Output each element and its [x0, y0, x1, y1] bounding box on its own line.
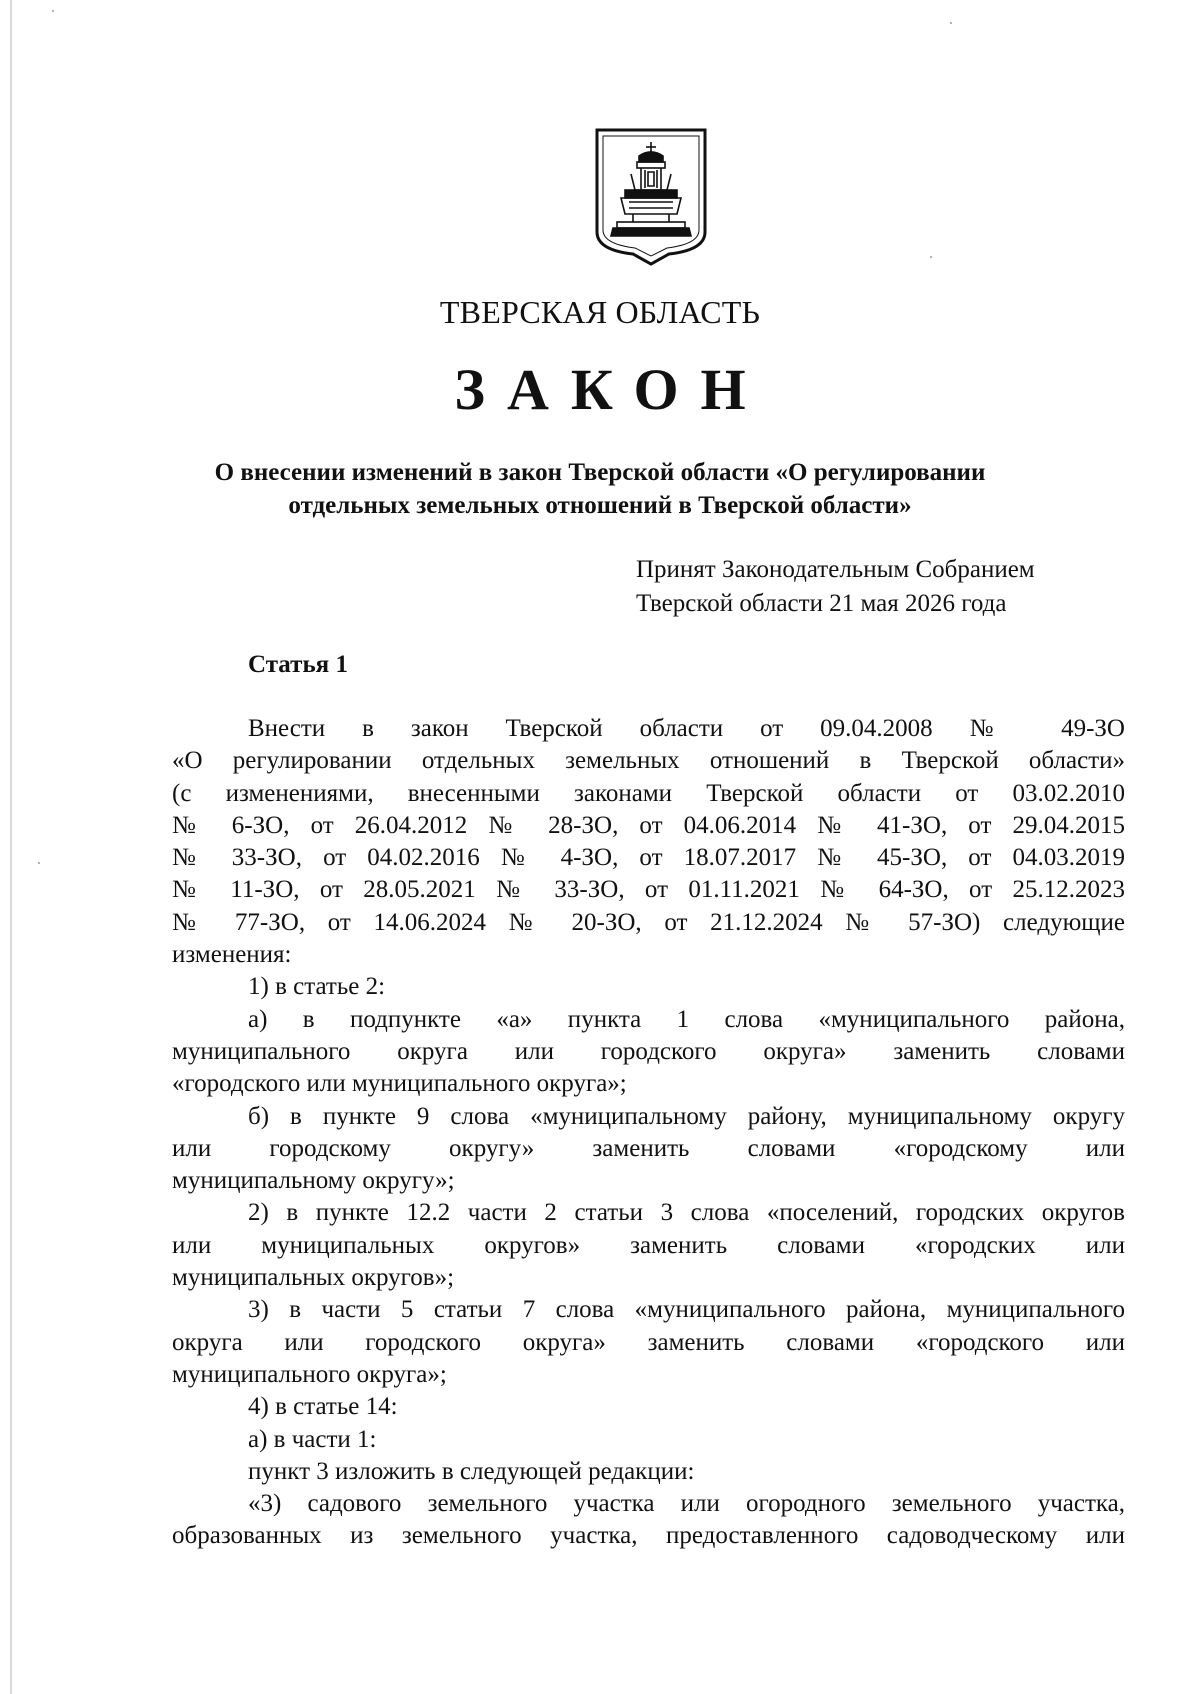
body-line: «О регулировании отдельных земельных отношений в Тверской области»: [172, 747, 1125, 775]
article-body: [172, 713, 1125, 1553]
body-line: № 6-ЗО, от 26.04.2012 № 28-ЗО, от 04.06.2014 № 41-ЗО, от 29.04.2015: [172, 811, 1125, 839]
body-line: 3) в части 5 статьи 7 слова «муниципального района, муниципального: [248, 1296, 1125, 1324]
body-line: б) в пункте 9 слова «муниципальному району, муниципальному округу: [248, 1102, 1125, 1130]
body-line: 4) в статье 14:: [248, 1393, 398, 1421]
body-line: № 33-ЗО, от 04.02.2016 № 4-ЗО, от 18.07.2017 № 45-ЗО, от 04.03.2019: [172, 844, 1125, 872]
body-line: 2) в пункте 12.2 части 2 статьи 3 слова «поселений, городских округов: [248, 1199, 1125, 1227]
adoption-note-line: Принят Законодательным Собранием: [636, 556, 1035, 583]
body-line: Внести в закон Тверской области от 09.04.2008 № 49-ЗО: [248, 715, 1125, 742]
body-line: муниципального округа или городского округа» заменить словами: [172, 1037, 1125, 1065]
scan-speck: [52, 10, 54, 12]
body-line: (с изменениями, внесенными законами Тверской области от 03.02.2010: [172, 779, 1125, 807]
scan-speck: [38, 862, 40, 864]
body-line: а) в подпункте «а» пункта 1 слова «муниципального района,: [248, 1005, 1125, 1033]
document-type: ЗАКОН: [454, 357, 768, 422]
coat-of-arms-icon: [595, 128, 707, 266]
adoption-note: [636, 553, 1136, 621]
region-name: ТВЕРСКАЯ ОБЛАСТЬ: [439, 294, 761, 330]
body-line: № 77-ЗО, от 14.06.2024 № 20-ЗО, от 21.12.2024 № 57-ЗО) следующие: [172, 908, 1125, 936]
body-line: 1) в статье 2:: [248, 973, 386, 1001]
law-title-line: О внесении изменений в закон Тверской области «О регулировании: [214, 459, 986, 486]
body-line: или городскому округу» заменить словами «городскому или: [172, 1134, 1125, 1162]
body-line: округа или городского округа» заменить словами «городского или: [172, 1328, 1125, 1356]
body-line: «3) садового земельного участка или огородного земельного участка,: [248, 1490, 1125, 1518]
scan-speck: [930, 256, 932, 258]
body-line: муниципального округа»;: [172, 1360, 447, 1388]
law-title-line: отдельных земельных отношений в Тверской области»: [288, 492, 912, 519]
article-heading: Статья 1: [248, 651, 348, 678]
adoption-note-line: Тверской области 21 мая 2026 года: [636, 590, 1007, 617]
body-line: муниципальных округов»;: [172, 1264, 455, 1292]
body-line: или муниципальных округов» заменить словами «городских или: [172, 1231, 1125, 1259]
scan-edge: [10, 0, 12, 1694]
scan-speck: [950, 22, 952, 24]
law-title: [0, 456, 1200, 522]
body-line: № 11-ЗО, от 28.05.2021 № 33-ЗО, от 01.11.2021 № 64-ЗО, от 25.12.2023: [172, 876, 1125, 904]
body-line: а) в части 1:: [248, 1425, 377, 1453]
body-line: пункт 3 изложить в следующей редакции:: [248, 1457, 695, 1485]
body-line: образованных из земельного участка, предоставленного садоводческому или: [172, 1522, 1125, 1550]
body-line: изменения:: [172, 941, 292, 969]
body-line: муниципальному округу»;: [172, 1167, 455, 1195]
body-line: «городского или муниципального округа»;: [172, 1070, 627, 1098]
